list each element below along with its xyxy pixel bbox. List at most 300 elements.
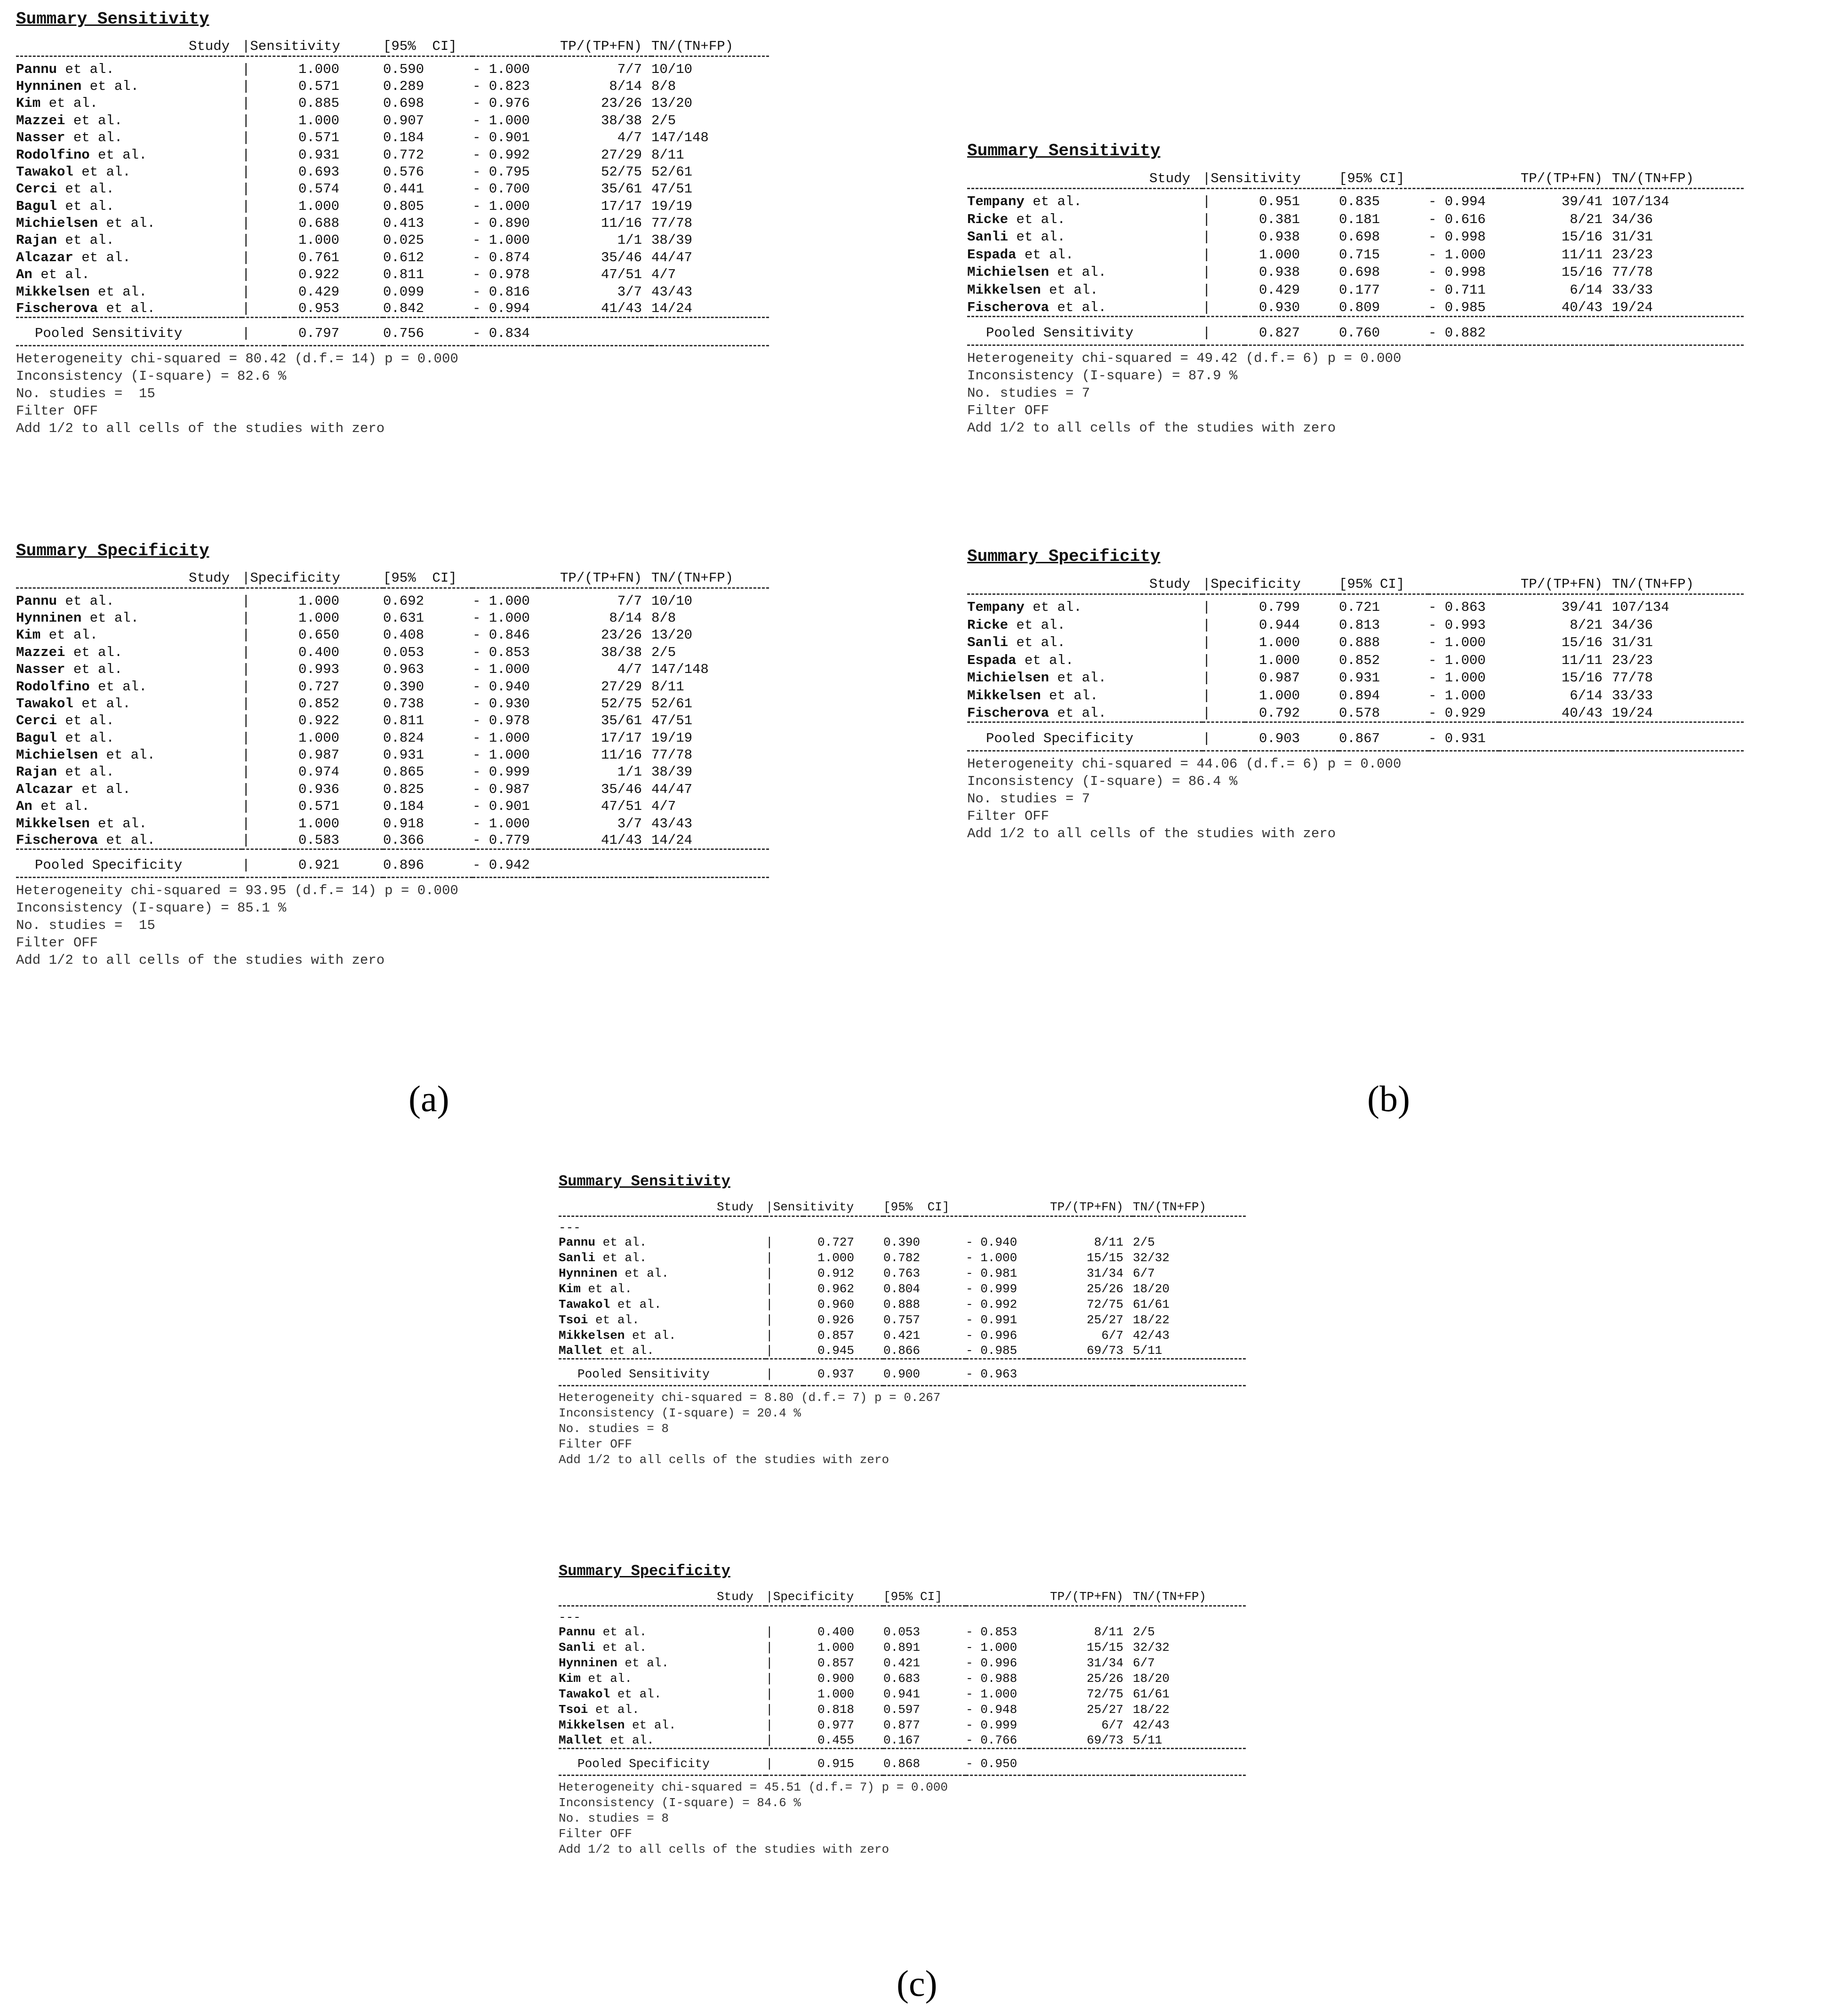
ci-upper: - 1.000 xyxy=(1428,688,1486,704)
study-name-suffix: et al. xyxy=(57,232,114,248)
study-name-suffix: et al. xyxy=(595,1625,647,1639)
heterogeneity-stats xyxy=(16,350,858,437)
study-name-suffix: et al. xyxy=(98,301,155,317)
ci-lower: 0.931 xyxy=(383,747,425,763)
ci-lower: 0.184 xyxy=(383,799,425,815)
study-name-cell xyxy=(16,627,242,644)
tn-ratio: 8/11 xyxy=(651,147,684,163)
column-separator: | xyxy=(766,1297,773,1312)
tp-ratio: 25/26 xyxy=(1086,1282,1123,1296)
pooled-ci-upper: - 0.882 xyxy=(1428,325,1486,341)
metric-value: 1.000 xyxy=(298,198,340,214)
ci-upper: - 1.000 xyxy=(1428,635,1486,651)
separator-bottom-line xyxy=(967,345,1744,350)
separator-middle xyxy=(967,722,1744,727)
metric-value: 1.000 xyxy=(298,61,340,77)
column-separator: | xyxy=(242,816,250,832)
ci-lower: 0.590 xyxy=(383,61,425,77)
metric-value: 0.993 xyxy=(298,662,340,678)
metric-value: 0.977 xyxy=(817,1718,855,1732)
table-row xyxy=(16,249,769,266)
table-row xyxy=(559,1266,1246,1281)
pooled-ci-upper: - 0.834 xyxy=(473,326,530,342)
stats-line: Add 1/2 to all cells of the studies with zero xyxy=(967,420,1336,436)
ci-lower: 0.763 xyxy=(883,1266,921,1280)
column-header-ci: [95% CI] xyxy=(883,1589,942,1604)
metric-value: 0.930 xyxy=(1259,299,1300,315)
separator-middle xyxy=(967,317,1744,321)
column-separator: | xyxy=(766,1282,773,1296)
stats-line: Inconsistency (I-square) = 85.1 % xyxy=(16,900,287,916)
column-separator: | xyxy=(242,130,250,146)
study-name-cell xyxy=(967,228,1202,246)
table-row xyxy=(559,1718,1246,1733)
ci-lower: 0.811 xyxy=(383,267,425,283)
ci-lower: 0.813 xyxy=(1339,617,1380,633)
column-header-metric: |Specificity xyxy=(1202,576,1301,592)
pooled-separator: | xyxy=(766,1367,773,1381)
column-header-metric: |Specificity xyxy=(766,1589,854,1604)
pooled-label: Pooled Sensitivity xyxy=(577,1367,710,1381)
stats-line: Inconsistency (I-square) = 87.9 % xyxy=(967,368,1238,384)
ci-upper: - 1.000 xyxy=(1428,652,1486,668)
stats-line: Heterogeneity chi-squared = 49.42 (d.f.= 6) p = 0.000 xyxy=(967,351,1402,366)
table-row xyxy=(16,146,769,163)
column-header-tn: TN/(TN+FP) xyxy=(1133,1589,1207,1604)
study-name-cell xyxy=(16,95,242,112)
study-name-cell xyxy=(967,634,1202,652)
study-name: Hynninen xyxy=(16,78,82,94)
ci-lower: 0.809 xyxy=(1339,299,1380,315)
study-name-cell xyxy=(16,266,242,283)
stats-line: No. studies = 8 xyxy=(559,1811,669,1825)
tn-ratio: 13/20 xyxy=(651,96,693,112)
column-header-ci: [95% CI] xyxy=(1339,576,1405,592)
study-name-cell xyxy=(559,1702,766,1718)
ci-lower: 0.866 xyxy=(883,1344,921,1358)
study-name: An xyxy=(16,267,32,283)
study-name-suffix: et al. xyxy=(65,130,123,146)
tp-ratio: 39/41 xyxy=(1561,194,1603,210)
metric-value: 1.000 xyxy=(1259,635,1300,651)
table-row xyxy=(16,112,769,129)
study-name-cell xyxy=(16,146,242,163)
ci-upper: - 0.766 xyxy=(966,1733,1018,1748)
column-separator: | xyxy=(242,644,250,660)
ci-upper: - 0.930 xyxy=(473,696,530,712)
separator-middle-line xyxy=(559,1359,1246,1364)
ci-lower: 0.918 xyxy=(383,816,425,832)
tp-ratio: 8/21 xyxy=(1570,617,1603,633)
ci-lower: 0.721 xyxy=(1339,600,1380,616)
table-row xyxy=(559,1297,1246,1312)
panel-a-sensitivity xyxy=(16,9,858,437)
ci-lower: 0.099 xyxy=(383,284,425,300)
column-header-tn: TN/(TN+FP) xyxy=(651,570,734,586)
study-name: Mallet xyxy=(559,1344,603,1358)
metric-value: 0.857 xyxy=(817,1328,855,1343)
study-name-suffix: et al. xyxy=(1049,299,1106,315)
column-header-ci: [95% CI] xyxy=(383,570,457,586)
stats-line: Heterogeneity chi-squared = 44.06 (d.f.= 6) p = 0.000 xyxy=(967,756,1402,772)
tn-ratio: 43/43 xyxy=(651,284,693,300)
column-header-tp: TP/(TP+FN) xyxy=(1050,1589,1123,1604)
column-separator: | xyxy=(766,1625,773,1639)
metric-value: 0.938 xyxy=(1259,229,1300,245)
metric-value: 0.944 xyxy=(1259,617,1300,633)
column-separator: | xyxy=(766,1640,773,1655)
study-name: Sanli xyxy=(967,635,1009,651)
separator-continuation-text: --- xyxy=(559,1220,581,1235)
ci-upper: - 0.992 xyxy=(473,147,530,163)
empty-cell xyxy=(1029,1363,1133,1385)
study-name-suffix: et al. xyxy=(57,730,114,746)
tp-ratio: 15/15 xyxy=(1086,1251,1123,1265)
ci-upper: - 0.999 xyxy=(966,1718,1018,1732)
study-name-suffix: et al. xyxy=(57,764,114,780)
column-header-metric: |Sensitivity xyxy=(766,1200,854,1214)
tn-ratio: 47/51 xyxy=(651,181,693,197)
stats-line: Inconsistency (I-square) = 86.4 % xyxy=(967,774,1238,789)
column-header-tp: TP/(TP+FN) xyxy=(1520,170,1603,186)
column-separator: | xyxy=(766,1718,773,1732)
heterogeneity-stats xyxy=(559,1390,1293,1468)
study-name-cell xyxy=(967,299,1202,317)
study-name: Hynninen xyxy=(16,610,82,626)
specificity-table xyxy=(16,569,769,882)
ci-upper: - 0.978 xyxy=(473,267,530,283)
study-name: Tempany xyxy=(967,194,1025,210)
ci-lower: 0.865 xyxy=(383,764,425,780)
stats-line: Inconsistency (I-square) = 20.4 % xyxy=(559,1406,801,1420)
study-name-suffix: et al. xyxy=(89,679,147,695)
tp-ratio: 38/38 xyxy=(601,644,642,660)
ci-upper: - 1.000 xyxy=(966,1687,1018,1701)
pooled-separator: | xyxy=(242,857,250,873)
stats-line: Add 1/2 to all cells of the studies with zero xyxy=(16,952,385,968)
ci-lower: 0.931 xyxy=(1339,670,1380,686)
metric-value: 0.429 xyxy=(1259,282,1300,298)
metric-value: 0.574 xyxy=(298,181,340,197)
column-separator: | xyxy=(766,1733,773,1748)
study-name: Espada xyxy=(967,652,1017,668)
pooled-separator: | xyxy=(766,1756,773,1771)
panel-c-specificity xyxy=(559,1562,1293,1857)
tn-ratio: 34/36 xyxy=(1612,211,1653,227)
metric-value: 0.792 xyxy=(1259,705,1300,721)
study-name-cell xyxy=(559,1624,766,1640)
tp-ratio: 52/75 xyxy=(601,696,642,712)
ci-upper: - 0.978 xyxy=(473,713,530,729)
ci-upper: - 0.616 xyxy=(1428,211,1486,227)
metric-value: 1.000 xyxy=(298,112,340,128)
table-row xyxy=(16,746,769,763)
metric-value: 0.571 xyxy=(298,78,340,94)
study-name: Tawakol xyxy=(559,1297,610,1312)
metric-value: 0.974 xyxy=(298,764,340,780)
table-row xyxy=(967,652,1744,670)
tn-ratio: 77/78 xyxy=(1612,264,1653,280)
pooled-value: 0.921 xyxy=(298,857,340,873)
metric-value: 0.987 xyxy=(1259,670,1300,686)
ci-lower: 0.683 xyxy=(883,1672,921,1686)
separator-continuation-text: --- xyxy=(559,1610,581,1624)
pooled-row xyxy=(16,854,769,877)
table-row xyxy=(16,181,769,198)
tn-ratio: 18/22 xyxy=(1133,1703,1170,1717)
study-name: Tempany xyxy=(967,600,1025,616)
column-separator: | xyxy=(1202,194,1211,210)
study-name-cell xyxy=(16,181,242,198)
study-name: Mallet xyxy=(559,1733,603,1748)
tn-ratio: 18/22 xyxy=(1133,1313,1170,1327)
study-name: Nasser xyxy=(16,662,65,678)
study-name-cell xyxy=(559,1687,766,1702)
study-name-cell xyxy=(16,609,242,626)
column-header-tn: TN/(TN+FP) xyxy=(1612,170,1694,186)
study-name: Tawakol xyxy=(16,164,73,180)
column-separator: | xyxy=(1202,670,1211,686)
table-row xyxy=(16,283,769,300)
tp-ratio: 3/7 xyxy=(617,816,642,832)
tp-ratio: 27/29 xyxy=(601,147,642,163)
tn-ratio: 31/31 xyxy=(1612,635,1653,651)
column-separator: | xyxy=(1202,299,1211,315)
metric-value: 0.455 xyxy=(817,1733,855,1748)
study-name: Mikkelsen xyxy=(559,1718,625,1732)
ci-lower: 0.390 xyxy=(883,1235,921,1249)
tn-ratio: 33/33 xyxy=(1612,688,1653,704)
tp-ratio: 39/41 xyxy=(1561,600,1603,616)
pooled-ci-upper: - 0.950 xyxy=(966,1756,1018,1771)
table-row xyxy=(559,1671,1246,1687)
study-name-suffix: et al. xyxy=(89,816,147,832)
study-name: Nasser xyxy=(16,130,65,146)
column-header-metric: |Sensitivity xyxy=(1202,170,1301,186)
study-name: Michielsen xyxy=(16,216,98,232)
study-name: Pannu xyxy=(559,1625,596,1639)
ci-upper: - 0.816 xyxy=(473,284,530,300)
column-separator: | xyxy=(242,593,250,609)
separator-top xyxy=(967,189,1744,193)
stats-line: Add 1/2 to all cells of the studies with zero xyxy=(559,1452,889,1467)
study-name-suffix: et al. xyxy=(57,713,114,729)
stats-line: Heterogeneity chi-squared = 45.51 (d.f.= 7) p = 0.000 xyxy=(559,1780,948,1794)
separator-middle xyxy=(16,849,769,854)
study-name-cell xyxy=(967,264,1202,281)
tn-ratio: 52/61 xyxy=(651,164,693,180)
tn-ratio: 77/78 xyxy=(651,216,693,232)
study-name-cell xyxy=(559,1733,766,1749)
tp-ratio: 40/43 xyxy=(1561,299,1603,315)
separator-bottom xyxy=(16,878,769,882)
tp-ratio: 11/11 xyxy=(1561,247,1603,263)
tn-ratio: 13/20 xyxy=(651,627,693,643)
column-header-study: Study xyxy=(1149,576,1190,592)
study-name-cell xyxy=(16,815,242,832)
study-name: Tawakol xyxy=(559,1687,610,1701)
study-name-suffix: et al. xyxy=(1049,705,1106,721)
table-row xyxy=(16,661,769,678)
tn-ratio: 4/7 xyxy=(651,267,676,283)
study-name-cell xyxy=(16,695,242,712)
pooled-value: 0.903 xyxy=(1259,730,1300,746)
study-name-suffix: et al. xyxy=(617,1266,669,1280)
study-name: Michielsen xyxy=(967,264,1050,280)
metric-value: 0.650 xyxy=(298,627,340,643)
panel-label-a: (a) xyxy=(409,1078,449,1119)
tp-ratio: 38/38 xyxy=(601,112,642,128)
metric-value: 0.922 xyxy=(298,713,340,729)
column-header-ci: [95% CI] xyxy=(1339,170,1405,186)
tp-ratio: 7/7 xyxy=(617,61,642,77)
study-name-cell xyxy=(559,1297,766,1312)
metric-value: 0.688 xyxy=(298,216,340,232)
metric-value: 0.936 xyxy=(298,781,340,797)
metric-value: 1.000 xyxy=(817,1640,855,1655)
ci-upper: - 0.996 xyxy=(966,1656,1018,1670)
ci-lower: 0.738 xyxy=(383,696,425,712)
ci-upper: - 0.999 xyxy=(473,764,530,780)
stats-line: No. studies = 7 xyxy=(967,791,1090,807)
ci-upper: - 1.000 xyxy=(1428,670,1486,686)
sensitivity-title: Summary Sensitivity xyxy=(559,1173,730,1190)
study-name: Fischerova xyxy=(16,832,98,848)
pooled-row xyxy=(967,727,1744,751)
study-name-cell xyxy=(559,1235,766,1250)
panel-label-c: (c) xyxy=(897,1963,938,2004)
separator-bottom-line xyxy=(16,878,769,882)
ci-lower: 0.698 xyxy=(1339,264,1380,280)
study-name-cell xyxy=(16,729,242,746)
pooled-value: 0.827 xyxy=(1259,325,1300,341)
stats-line: Heterogeneity chi-squared = 93.95 (d.f.= 14) p = 0.000 xyxy=(16,883,458,899)
study-name-cell xyxy=(16,781,242,798)
study-name-cell xyxy=(967,211,1202,229)
study-name-suffix: et al. xyxy=(57,593,114,609)
study-name-cell xyxy=(967,652,1202,670)
study-name: Ricke xyxy=(967,617,1009,633)
tn-ratio: 52/61 xyxy=(651,696,693,712)
column-separator: | xyxy=(242,232,250,248)
pooled-ci-lower: 0.867 xyxy=(1339,730,1380,746)
table-row xyxy=(16,609,769,626)
pooled-value: 0.937 xyxy=(817,1367,855,1381)
metric-value: 0.727 xyxy=(817,1235,855,1249)
table-row xyxy=(16,232,769,249)
separator-top-line xyxy=(967,189,1744,193)
column-separator: | xyxy=(242,713,250,729)
ci-lower: 0.805 xyxy=(383,198,425,214)
ci-lower: 0.597 xyxy=(883,1703,921,1717)
pooled-ci-upper: - 0.942 xyxy=(473,857,530,873)
separator-top-line xyxy=(559,1216,1246,1221)
tn-ratio: 18/20 xyxy=(1133,1672,1170,1686)
ci-upper: - 0.940 xyxy=(473,679,530,695)
study-name: Tsoi xyxy=(559,1313,588,1327)
separator-bottom xyxy=(559,1385,1246,1390)
tp-ratio: 8/14 xyxy=(609,78,642,94)
metric-value: 0.571 xyxy=(298,799,340,815)
column-header-ci: [95% CI] xyxy=(383,38,457,54)
study-name: Pannu xyxy=(559,1235,596,1249)
table-row xyxy=(559,1235,1246,1250)
table-row xyxy=(16,592,769,609)
study-name: Fischerova xyxy=(967,299,1050,315)
tp-ratio: 35/61 xyxy=(601,181,642,197)
ci-lower: 0.894 xyxy=(1339,688,1380,704)
ci-lower: 0.441 xyxy=(383,181,425,197)
study-name-cell xyxy=(16,129,242,146)
table-row xyxy=(16,61,769,78)
tp-ratio: 15/16 xyxy=(1561,264,1603,280)
ci-lower: 0.053 xyxy=(883,1625,921,1639)
column-header-tn: TN/(TN+FP) xyxy=(651,38,734,54)
specificity-title: Summary Specificity xyxy=(16,541,209,560)
tp-ratio: 47/51 xyxy=(601,799,642,815)
study-name: Espada xyxy=(967,247,1017,263)
ci-lower: 0.289 xyxy=(383,78,425,94)
tp-ratio: 6/14 xyxy=(1570,282,1603,298)
study-name: Kim xyxy=(559,1672,581,1686)
ci-upper: - 0.994 xyxy=(1428,194,1486,210)
stats-line: Inconsistency (I-square) = 84.6 % xyxy=(559,1795,801,1810)
separator-top xyxy=(16,56,769,61)
tn-ratio: 6/7 xyxy=(1133,1656,1155,1670)
metric-value: 0.900 xyxy=(817,1672,855,1686)
table-row xyxy=(967,634,1744,652)
ci-lower: 0.811 xyxy=(383,713,425,729)
column-header-study: Study xyxy=(188,570,230,586)
separator-middle-line xyxy=(967,722,1744,727)
column-header-study: Study xyxy=(716,1200,753,1214)
separator-middle-line xyxy=(967,317,1744,321)
tn-ratio: 61/61 xyxy=(1133,1687,1170,1701)
metric-value: 1.000 xyxy=(298,816,340,832)
study-name: Michielsen xyxy=(16,747,98,763)
sensitivity-table xyxy=(16,37,769,350)
column-separator: | xyxy=(1202,264,1211,280)
study-name-suffix: et al. xyxy=(1049,670,1106,686)
study-name-cell xyxy=(16,644,242,661)
tp-ratio: 6/14 xyxy=(1570,688,1603,704)
ci-upper: - 0.985 xyxy=(1428,299,1486,315)
study-name-suffix: et al. xyxy=(595,1251,647,1265)
ci-upper: - 0.991 xyxy=(966,1313,1018,1327)
stats-line: Filter OFF xyxy=(967,403,1050,418)
study-name-suffix: et al. xyxy=(73,696,131,712)
column-header-tp: TP/(TP+FN) xyxy=(1050,1200,1123,1214)
table-row xyxy=(967,246,1744,264)
tp-ratio: 17/17 xyxy=(601,198,642,214)
metric-value: 0.912 xyxy=(817,1266,855,1280)
tp-ratio: 15/16 xyxy=(1561,229,1603,245)
ci-upper: - 0.999 xyxy=(966,1282,1018,1296)
column-separator: | xyxy=(242,147,250,163)
ci-lower: 0.835 xyxy=(1339,194,1380,210)
table-row xyxy=(16,815,769,832)
ci-upper: - 1.000 xyxy=(473,730,530,746)
separator-top xyxy=(559,1216,1246,1221)
tn-ratio: 107/134 xyxy=(1612,194,1669,210)
empty-cell xyxy=(1612,321,1744,345)
metric-value: 1.000 xyxy=(298,610,340,626)
tp-ratio: 41/43 xyxy=(601,832,642,848)
table-row xyxy=(16,832,769,849)
study-name-cell xyxy=(16,746,242,763)
table-row xyxy=(559,1702,1246,1718)
table-header-row xyxy=(16,569,769,588)
